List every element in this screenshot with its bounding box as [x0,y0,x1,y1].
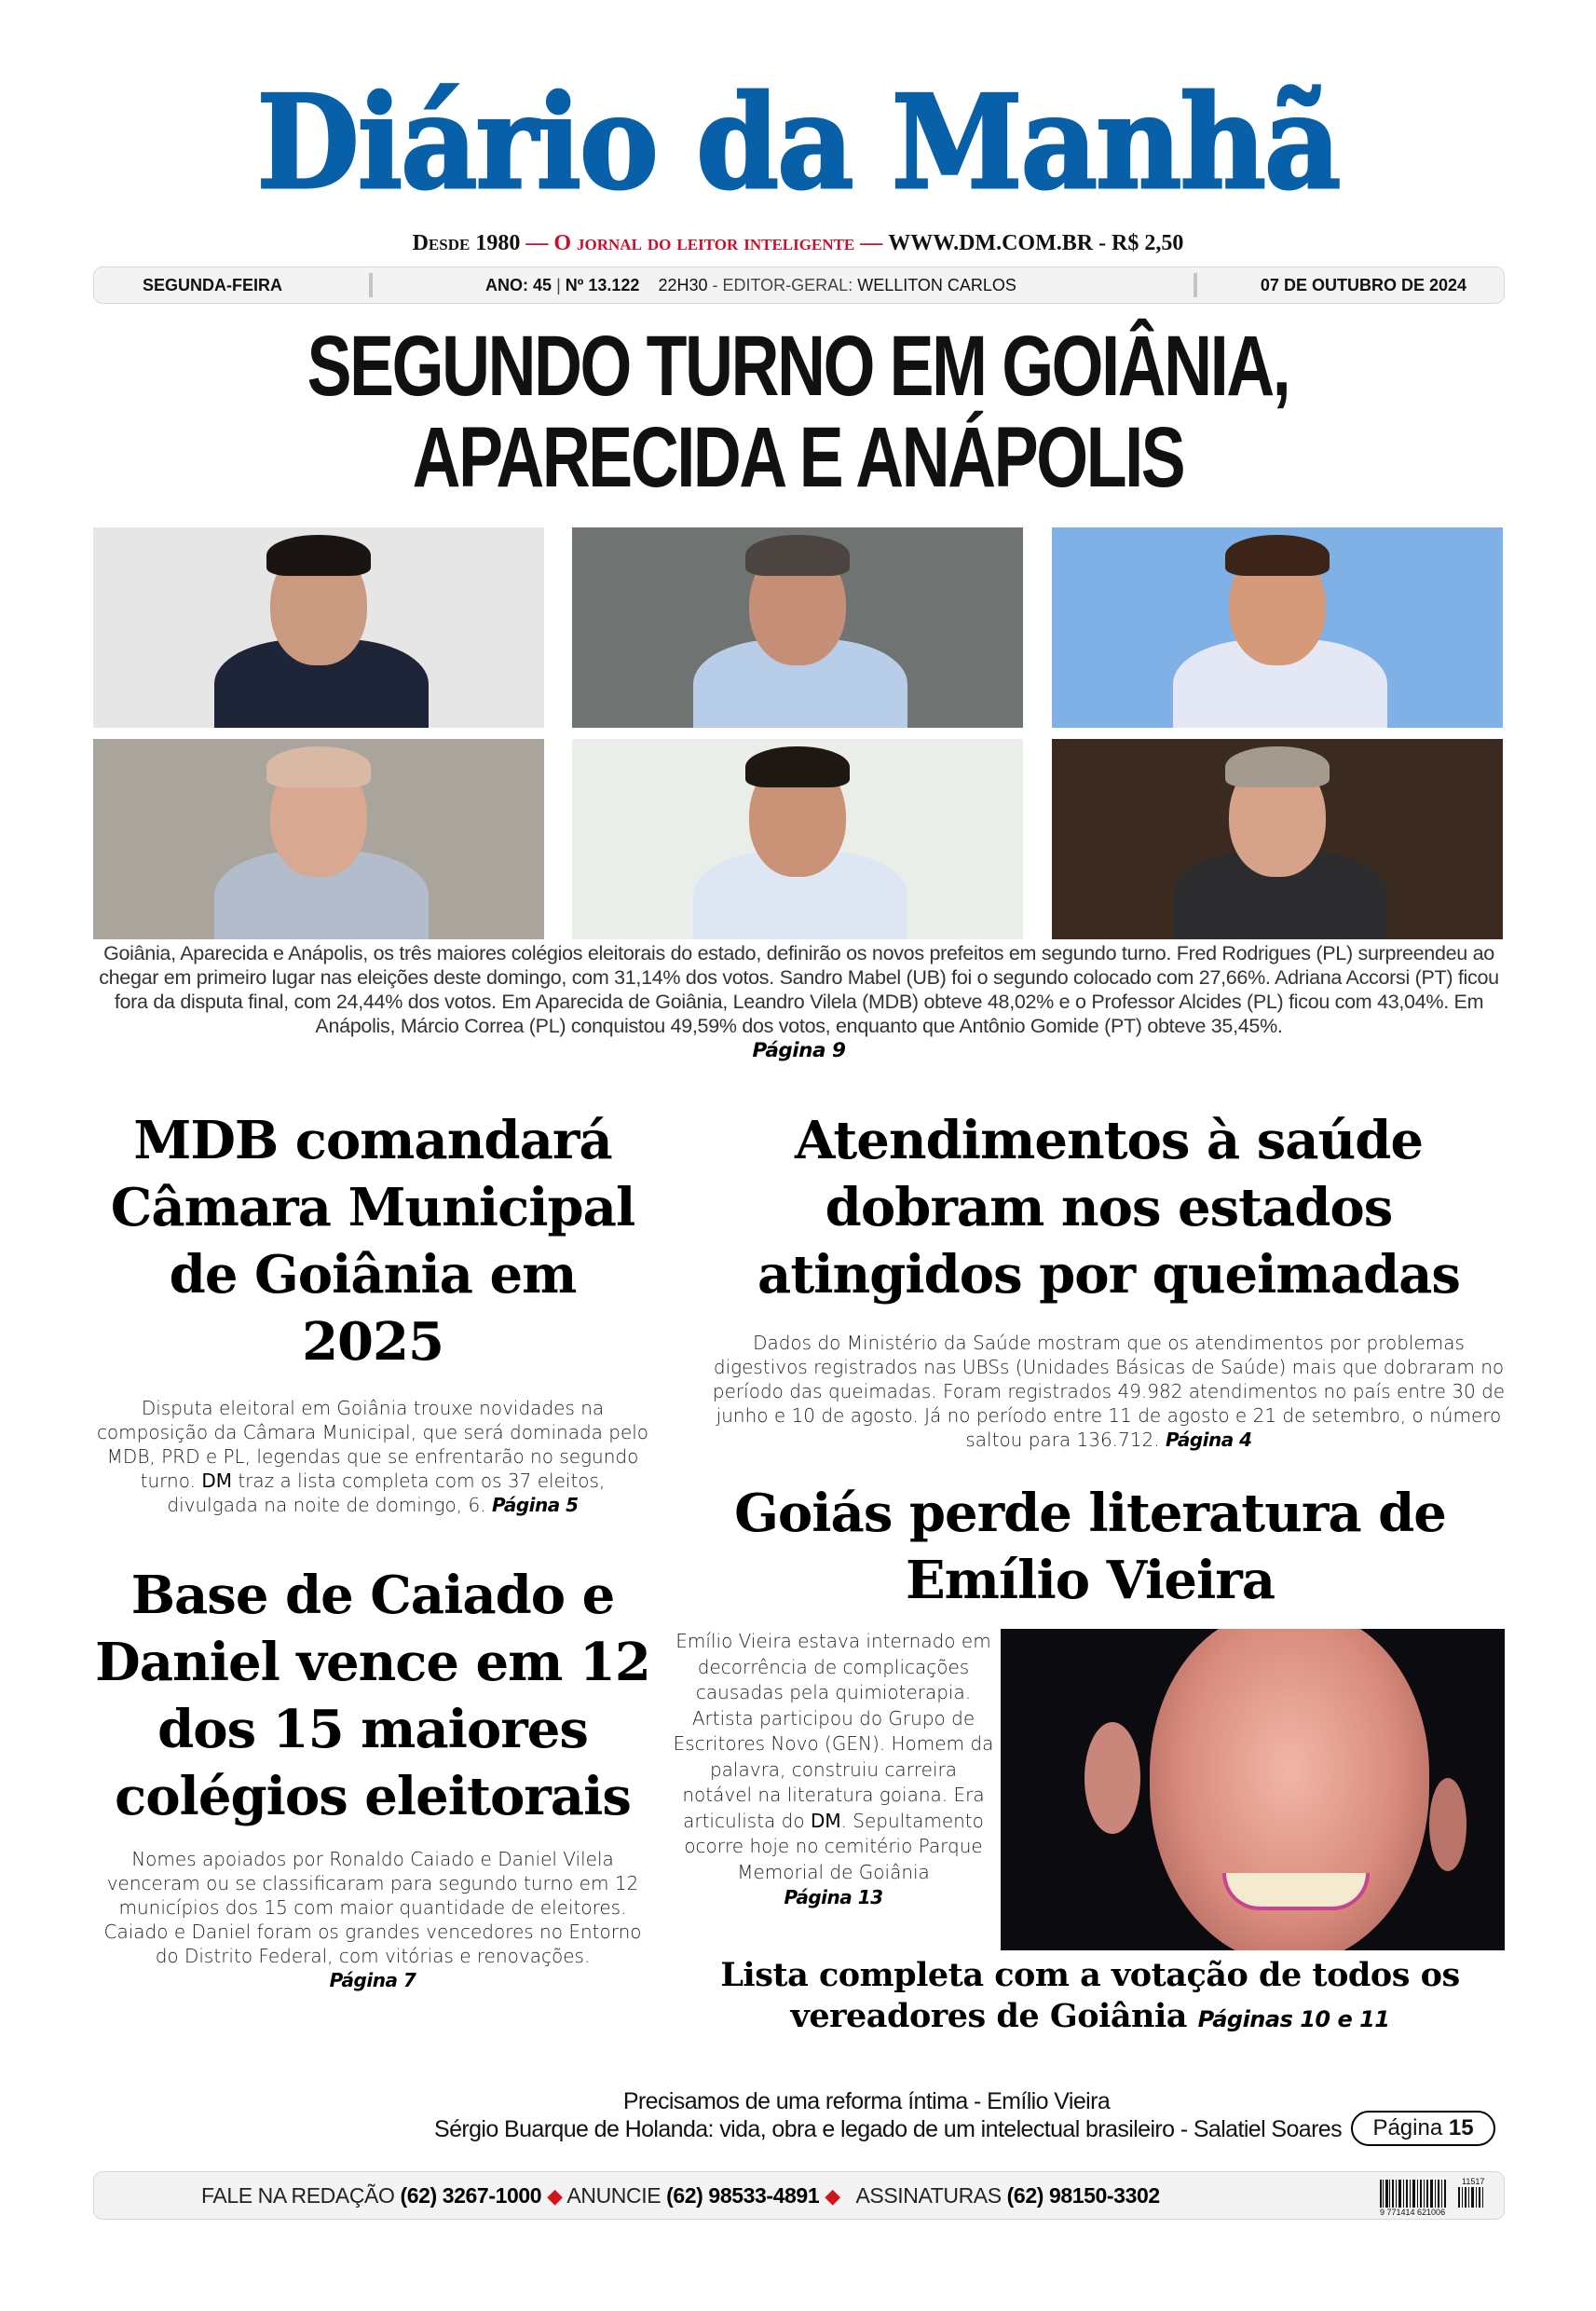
dm-mention: DM [201,1470,232,1492]
candidate-photo-1[interactable] [93,527,544,728]
candidate-photo-3[interactable] [1052,527,1503,728]
ads-phone[interactable]: (62) 98533-4891 [666,2183,820,2208]
price: - R$ 2,50 [1093,231,1184,255]
mdb-headline[interactable]: MDB comandará Câmara Municipal de Goiânia em 2025 [110,1110,635,1373]
health-summary [703,1331,1514,1452]
ear-shape [1084,1722,1140,1834]
candidate-photo-4[interactable] [93,739,544,939]
diamond-icon: ◆ [825,2184,840,2208]
emilio-headline[interactable]: Goiás perde literatura de Emílio Vieira [734,1483,1446,1611]
edition-time: 22H30 [658,276,708,294]
edition-info-bar [93,267,1505,304]
caiado-summary [93,1847,652,1992]
newspaper-logo[interactable]: Diário da Manhã [256,66,1340,218]
health-headline[interactable]: Atendimentos à saúde dobram nos estados atingidos por queimadas [757,1110,1460,1306]
page-reference[interactable]: Página 4 [1165,1429,1252,1451]
divider [1194,273,1197,297]
ads-label: ANUNCIE [566,2183,662,2208]
divider: | [556,276,561,294]
mdb-summary [93,1396,652,1517]
page-reference[interactable]: Página 9 [752,1039,846,1062]
page-15-badge[interactable] [1351,2111,1495,2146]
website-link[interactable]: WWW.DM.COM.BR [888,231,1094,255]
caption-text: Goiânia, Aparecida e Anápolis, os três maiores colégios eleitorais do estado, definirão os novos prefeitos em segundo turno. Fred Rodrigues (PL) surpreendeu ao chegar em primeiro lugar nas eleições deste domingo, com 31,14% dos votos. Sandro Mabel (UB) foi o segundo colocado com 27,66%. Adriana Accorsi (PT) ficou fora da disputa final, com 24,44% dos votos. Em Aparecida de Goiânia, Leandro Vilela (MDB) obteve 48,02% e o Professor Alcides (PL) ficou com 43,04%. Em Anápolis, Márcio Correa (PL) conquistou 49,59% dos votos, enquanto que Antônio Gomide (PT) obteve 35,45%. [99,942,1499,1037]
summary-text: traz a lista completa com os 37 eleitos, divulgada na noite de domingo, 6. [167,1470,606,1516]
main-headline-line1: SEGUNDO TURNO EM GOIÂNIA, [307,319,1289,414]
summary-text: Dados do Ministério da Saúde mostram que os atendimentos por problemas digestivos registrados nas UBSs (Unidades Básicas de Saúde) mais que dobraram no período das queimadas. Foram registrados 49.982 atendimentos no país entre 30 de junho e 10 de agosto. Já no período entre 11 de agosto e 21 de setembro, o número saltou para 136.712. [712,1332,1506,1451]
number-label: Nº [565,276,584,294]
emilio-summary [673,1629,994,1911]
contact-footer [93,2171,1505,2220]
divider [369,273,373,297]
contact-line [201,2172,1160,2220]
summary-text: Disputa eleitoral em Goiânia trouxe novidades na composição da Câmara Municipal, que será dominada pelo MDB, PRD e PL, legendas que se enfrentarão no segundo turno. [96,1397,649,1492]
headline-text: Lista completa com a votação de todos os vereadores de Goiânia [720,1956,1460,2035]
opinion-link-2[interactable]: Sérgio Buarque de Holanda: vida, obra e legado de um intelectual brasileiro - Salatiel Soares [434,2116,1342,2142]
page-number: 15 [1448,2115,1474,2140]
page-reference[interactable]: Páginas 10 e 11 [1197,2006,1390,2032]
main-headline[interactable] [175,321,1420,503]
page-label: Página [1372,2115,1443,2140]
barcode-addon: 11517 [1462,2177,1485,2186]
dash: — [520,231,554,255]
since-label: Desde 1980 [412,231,521,255]
hair-shape [745,746,850,787]
number-value: 13.122 [588,276,640,294]
page-reference[interactable]: Página 5 [491,1494,579,1516]
newsroom-phone[interactable]: (62) 3267-1000 [400,2183,542,2208]
summary-text: . Sepultamento ocorre hoje no cemitério Parque Memorial de Goiânia [684,1809,984,1883]
year-label: ANO: [485,276,528,294]
summary-text: Nomes apoiados por Ronaldo Caiado e Daniel Vilela venceram ou se classificaram para segundo turno em 12 municípios dos 15 com maior quantidade de eleitores. Caiado e Daniel foram os grandes vencedores no Entorno do Distrito Federal, com vitórias e renovações. [103,1848,642,1967]
page-reference[interactable]: Página 13 [784,1886,883,1908]
edition-date: 07 DE OUTUBRO DE 2024 [1260,276,1466,294]
main-headline-line2: APARECIDA E ANÁPOLIS [412,410,1184,505]
newsroom-label: FALE NA REDAÇÃO [201,2183,395,2208]
barcode-number: 9 771414 621006 [1380,2208,1446,2217]
hair-shape [745,535,850,576]
opinion-links [261,2087,1342,2143]
main-story-caption [93,941,1505,1063]
summary-text: Emílio Vieira estava internado em decorrência de complicações causadas pela quimioterapia. Artista participou do Grupo de Escritores Novo (GEN). Homem da palavra, construiu carreira notável na literatura goiana. Era articulista do [673,1630,994,1832]
smile-shape [1222,1873,1370,1910]
candidate-photo-2[interactable] [572,527,1023,728]
ear-shape [1429,1778,1466,1871]
page-reference[interactable]: Página 7 [329,1969,416,1991]
hair-shape [266,535,371,576]
hair-shape [1225,746,1330,787]
subscriptions-phone[interactable]: (62) 98150-3302 [1006,2183,1160,2208]
diamond-icon: ◆ [547,2184,563,2208]
slogan: O jornal do leitor inteligente [553,231,855,255]
opinion-link-1[interactable]: Precisamos de uma reforma íntima - Emílio Vieira [622,2088,1111,2114]
masthead-tagline [0,229,1596,257]
year-value: 45 [533,276,552,294]
hair-shape [1225,535,1330,576]
emilio-vieira-photo[interactable] [1001,1629,1505,1950]
weekday: SEGUNDA-FEIRA [143,276,283,294]
councillors-headline[interactable] [717,1955,1463,2040]
barcode-icon [1378,2176,1499,2217]
candidate-photo-6[interactable] [1052,739,1503,939]
edition-details [485,267,1016,303]
candidate-photo-5[interactable] [572,739,1023,939]
dash: — [854,231,889,255]
caiado-headline[interactable]: Base de Caiado e Daniel vence em 12 dos 15 maiores colégios eleitorais [95,1565,650,1827]
hair-shape [266,746,371,787]
dm-mention: DM [810,1809,841,1832]
editor-label: - EDITOR-GERAL: [712,276,853,294]
subscriptions-label: ASSINATURAS [855,2183,1002,2208]
editor-name: WELLITON CARLOS [857,276,1016,294]
